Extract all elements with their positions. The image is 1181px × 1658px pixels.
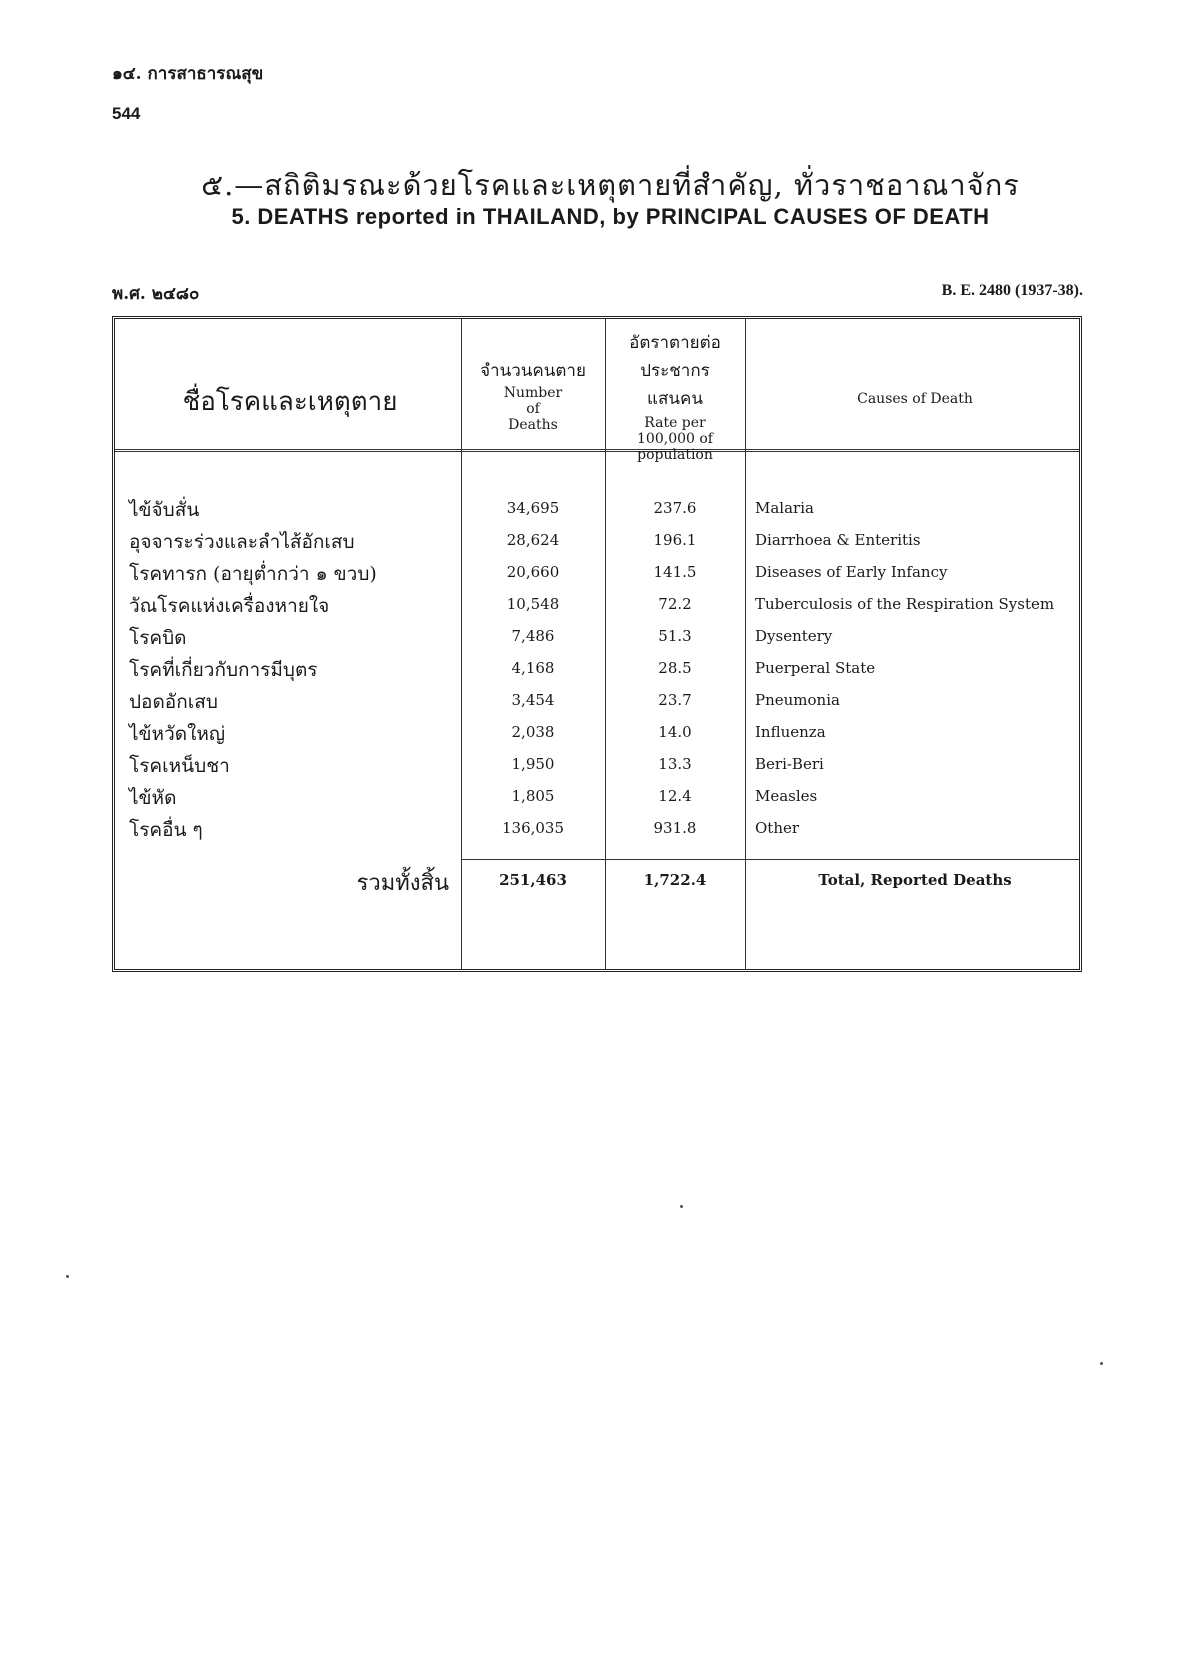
death-count: 1,950 <box>511 755 555 773</box>
cause-thai: วัณโรคแห่งเครื่องหายใจ <box>129 595 330 617</box>
header-cause-english: Causes of Death <box>857 391 973 407</box>
page-number: 544 <box>112 104 141 123</box>
scan-speck <box>66 1275 69 1278</box>
cause-english: Puerperal State <box>755 659 876 677</box>
death-count: 7,486 <box>511 627 555 645</box>
death-rate: 13.3 <box>658 755 692 773</box>
header-rate-thai: อัตราตายต่อ ประชากร แสนคน <box>629 333 721 409</box>
total-divider <box>461 859 1079 860</box>
death-rate: 931.8 <box>653 819 697 837</box>
death-rate: 196.1 <box>653 531 697 549</box>
cause-thai: โรคที่เกี่ยวกับการมีบุตร <box>129 659 318 681</box>
death-count: 136,035 <box>501 819 565 837</box>
total-row <box>115 865 1079 905</box>
death-count: 4,168 <box>511 659 555 677</box>
cause-english: Dysentery <box>755 627 833 645</box>
total-death-count: 251,463 <box>499 871 567 889</box>
table-row <box>115 591 1079 625</box>
table-row <box>115 783 1079 817</box>
scan-speck <box>1100 1362 1103 1365</box>
death-rate: 12.4 <box>658 787 692 805</box>
cause-english: Pneumonia <box>755 691 840 709</box>
table-row <box>115 751 1079 785</box>
section-header: ๑๔. การสาธารณสุข <box>112 64 264 84</box>
death-count: 34,695 <box>506 499 560 517</box>
cause-english: Malaria <box>755 499 814 517</box>
table-row <box>115 495 1079 529</box>
year-thai: พ.ศ. ๒๔๘๐ <box>112 284 200 304</box>
cause-english: Influenza <box>755 723 826 741</box>
death-rate: 237.6 <box>653 499 697 517</box>
death-count: 1,805 <box>511 787 555 805</box>
deaths-table <box>112 316 1082 972</box>
cause-thai: โรคอื่น ๆ <box>129 819 203 841</box>
table-row <box>115 559 1079 593</box>
death-count: 2,038 <box>511 723 555 741</box>
total-death-rate: 1,722.4 <box>643 871 707 889</box>
death-rate: 72.2 <box>658 595 692 613</box>
death-rate: 51.3 <box>658 627 692 645</box>
cause-thai: ไข้หัด <box>129 787 177 809</box>
header-number-thai: จำนวนคนตาย <box>480 361 586 381</box>
death-rate: 23.7 <box>658 691 692 709</box>
cause-english: Diarrhoea & Enteritis <box>755 531 921 549</box>
cause-thai: ไข้จับสั่น <box>129 499 200 521</box>
header-name-thai: ชื่อโรคและเหตุตาย <box>182 387 398 417</box>
header-number-english: Number of Deaths <box>503 385 563 433</box>
death-count: 10,548 <box>506 595 560 613</box>
total-label-thai: รวมทั้งสิ้น <box>356 871 449 896</box>
death-count: 3,454 <box>511 691 555 709</box>
header-rate-english: Rate per 100,000 of population <box>637 415 713 463</box>
title-english: 5. DEATHS reported in THAILAND, by PRINCIPAL CAUSES OF DEATH <box>231 204 990 229</box>
table-row <box>115 719 1079 753</box>
cause-thai: โรคบิด <box>129 627 187 649</box>
cause-thai: ไข้หวัดใหญ่ <box>129 723 226 745</box>
death-count: 28,624 <box>506 531 560 549</box>
table-row <box>115 815 1079 849</box>
table-row <box>115 687 1079 721</box>
death-count: 20,660 <box>506 563 560 581</box>
total-label-english: Total, Reported Deaths <box>818 871 1012 889</box>
cause-thai: โรคเหน็บชา <box>129 755 230 777</box>
scan-speck <box>680 1205 683 1208</box>
death-rate: 28.5 <box>658 659 692 677</box>
cause-english: Tuberculosis of the Respiration System <box>755 595 1055 613</box>
cause-thai: อุจจาระร่วงและลำไส้อักเสบ <box>129 531 355 553</box>
table-row <box>115 527 1079 561</box>
cause-english: Measles <box>755 787 818 805</box>
cause-thai: ปอดอักเสบ <box>129 691 218 713</box>
header-divider <box>115 449 1079 452</box>
cause-english: Diseases of Early Infancy <box>755 563 948 581</box>
cause-thai: โรคทารก (อายุต่ำกว่า ๑ ขวบ) <box>129 563 377 585</box>
cause-english: Other <box>755 819 800 837</box>
title-thai: ๕.—สถิติมรณะด้วยโรคและเหตุตายที่สำคัญ, ทั่วราชอาณาจักร <box>201 168 1020 202</box>
table-row <box>115 655 1079 689</box>
death-rate: 14.0 <box>658 723 692 741</box>
table-row <box>115 623 1079 657</box>
cause-english: Beri-Beri <box>755 755 824 773</box>
year-english: B. E. 2480 (1937-38). <box>941 282 1083 299</box>
death-rate: 141.5 <box>653 563 697 581</box>
